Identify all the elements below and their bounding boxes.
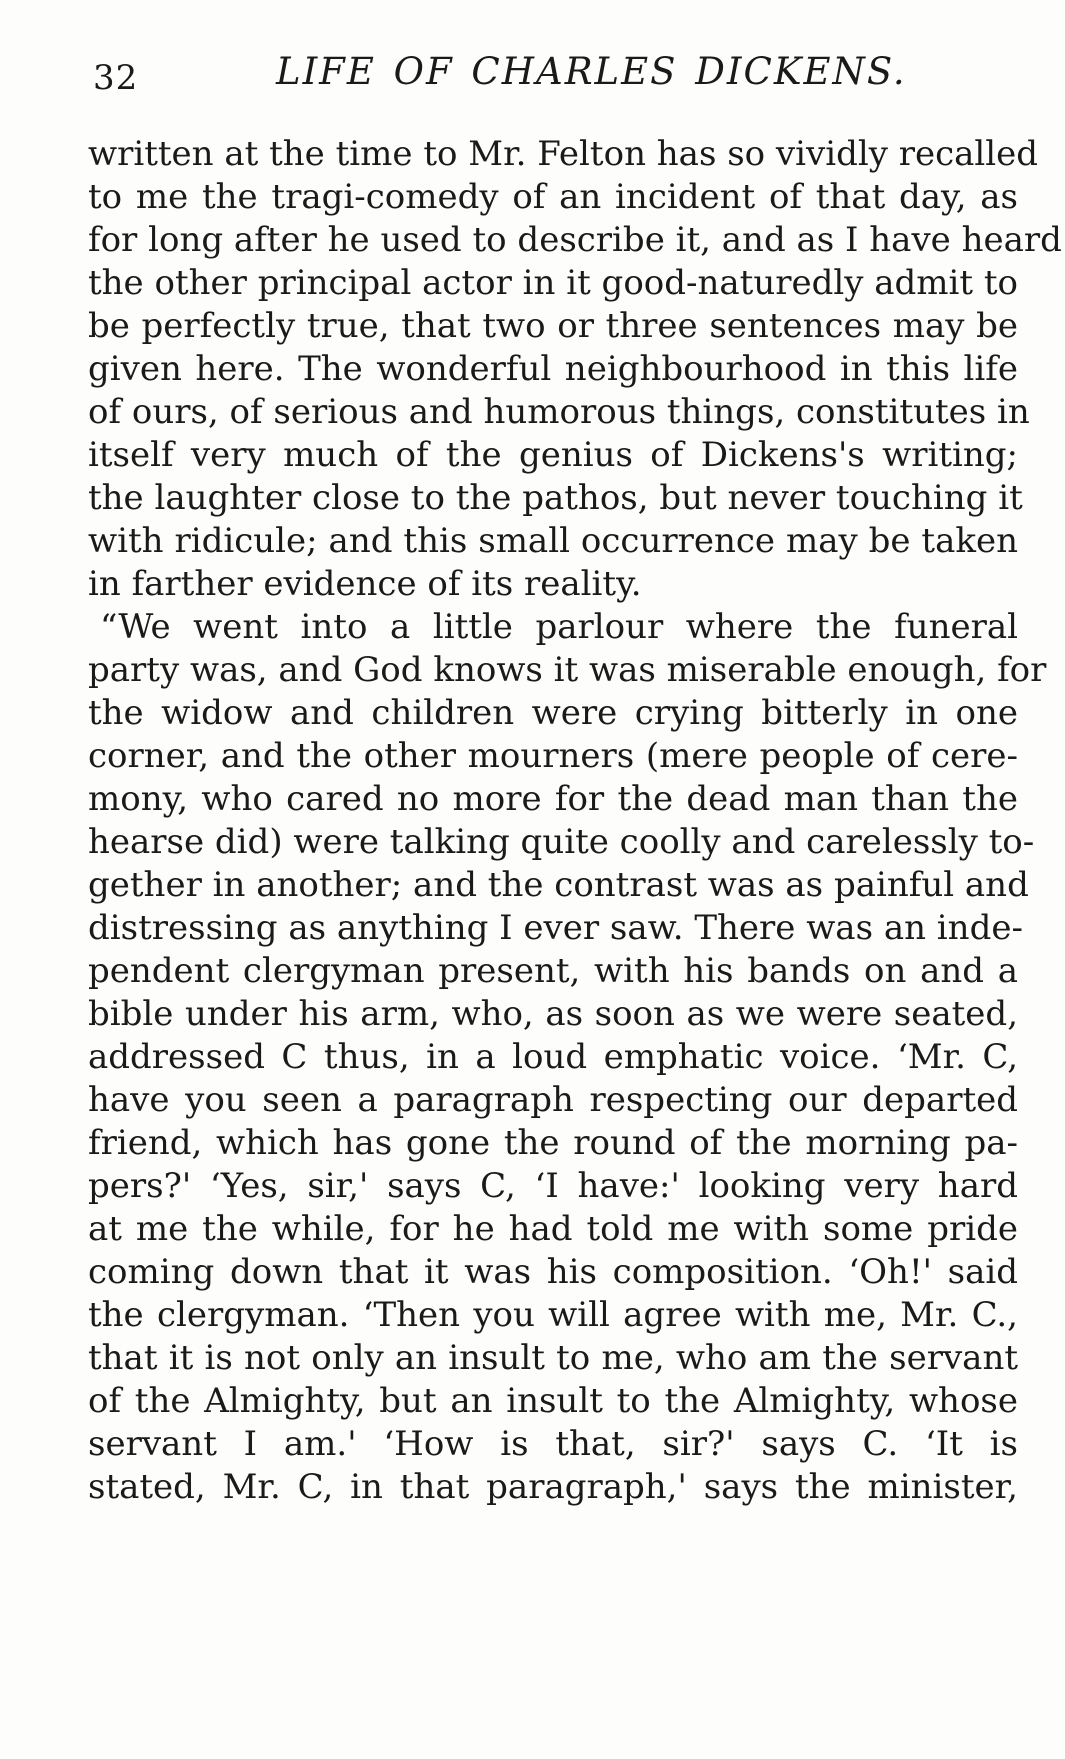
running-title: LIFE OF CHARLES DICKENS.	[276, 50, 907, 93]
text-line: stated, Mr. C, in that paragraph,' says the minister,	[88, 1467, 1018, 1507]
page-number: 32	[93, 58, 139, 98]
text-line: given here. The wonderful neighbourhood in this life	[88, 349, 1018, 389]
text-line: distressing as anything I ever saw. There was an inde-	[88, 908, 1023, 948]
text-line: mony, who cared no more for the dead man than the	[88, 779, 1018, 819]
text-line: itself very much of the genius of Dickens's writing;	[88, 435, 1018, 475]
text-line: for long after he used to describe it, and as I have heard	[88, 220, 1062, 260]
text-line: gether in another; and the contrast was as painful and	[88, 865, 1029, 905]
text-line: corner, and the other mourners (mere people of cere-	[88, 736, 1018, 776]
text-line: the other principal actor in it good-naturedly admit to	[88, 263, 1019, 303]
text-line: of the Almighty, but an insult to the Almighty, whose	[88, 1381, 1018, 1421]
text-line: written at the time to Mr. Felton has so vividly recalled	[88, 134, 1039, 174]
text-line: of ours, of serious and humorous things, constitutes in	[88, 392, 1030, 432]
text-line: pers?' ‘Yes, sir,' says C, ‘I have:' looking very hard	[88, 1166, 1018, 1206]
text-line: hearse did) were talking quite coolly and carelessly to-	[88, 822, 1035, 862]
text-line: “We went into a little parlour where the funeral	[100, 607, 1018, 647]
text-line: at me the while, for he had told me with some pride	[88, 1209, 1018, 1249]
text-line: addressed C thus, in a loud emphatic voice. ‘Mr. C,	[88, 1037, 1018, 1077]
text-line: friend, which has gone the round of the morning pa-	[88, 1123, 1018, 1163]
text-line: bible under his arm, who, as soon as we were seated,	[88, 994, 1018, 1034]
text-line: coming down that it was his composition. ‘Oh!' said	[88, 1252, 1018, 1292]
text-line: the widow and children were crying bitterly in one	[88, 693, 1018, 733]
text-line: have you seen a paragraph respecting our departed	[88, 1080, 1018, 1120]
text-line: in farther evidence of its reality.	[88, 564, 642, 604]
text-line: with ridicule; and this small occurrence may be taken	[88, 521, 1018, 561]
text-line: the laughter close to the pathos, but never touching it	[88, 478, 1023, 518]
text-line: party was, and God knows it was miserable enough, for	[88, 650, 1047, 690]
text-line: the clergyman. ‘Then you will agree with me, Mr. C.,	[88, 1295, 1018, 1335]
text-line: be perfectly true, that two or three sentences may be	[88, 306, 1018, 346]
text-line: servant I am.' ‘How is that, sir?' says C. ‘It is	[88, 1424, 1018, 1464]
text-line: that it is not only an insult to me, who am the servant	[88, 1338, 1018, 1378]
text-line: to me the tragi-comedy of an incident of that day, as	[88, 177, 1018, 217]
text-line: pendent clergyman present, with his bands on and a	[88, 951, 1018, 991]
page-header	[0, 46, 1065, 106]
